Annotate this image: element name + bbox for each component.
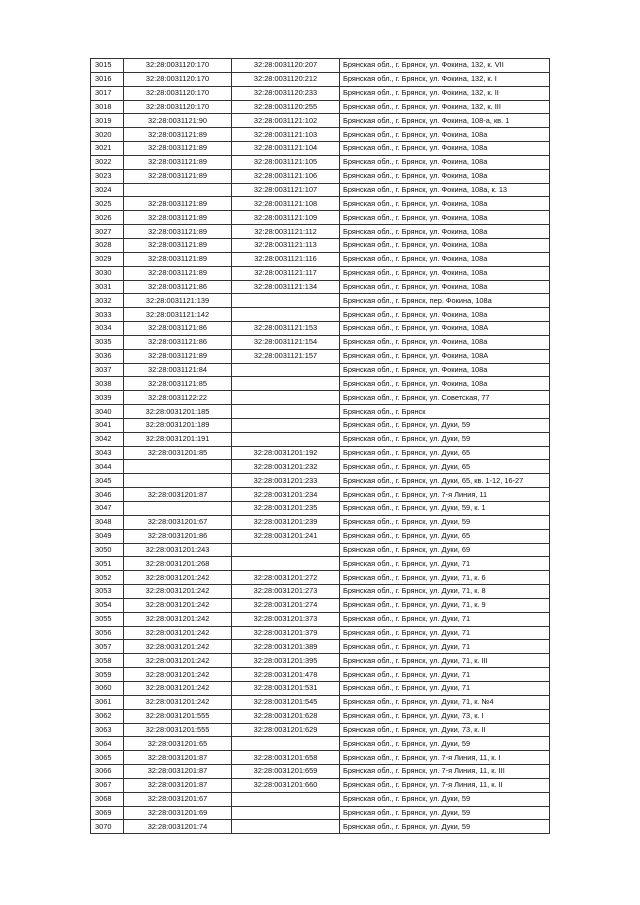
- parent-cadastral-number-cell: 32:28:0031201:65: [124, 737, 232, 751]
- cadastral-number-cell: 32:28:0031120:207: [232, 59, 340, 73]
- parent-cadastral-number-cell: 32:28:0031201:87: [124, 751, 232, 765]
- table-row: [91, 59, 550, 73]
- address-cell: Брянская обл., г. Брянск, ул. Дуки, 59: [340, 820, 550, 834]
- cadastral-number-cell: [232, 806, 340, 820]
- address-cell: Брянская обл., г. Брянск, ул. 7-я Линия, 11, к. I: [340, 751, 550, 765]
- table-row: [91, 308, 550, 322]
- cadastral-number-cell: [232, 432, 340, 446]
- parent-cadastral-number-cell: 32:28:0031201:189: [124, 418, 232, 432]
- row-number-cell: 3018: [91, 100, 124, 114]
- cadastral-number-cell: 32:28:0031121:109: [232, 211, 340, 225]
- row-number-cell: 3034: [91, 322, 124, 336]
- cadastral-number-cell: 32:28:0031121:153: [232, 322, 340, 336]
- address-cell: Брянская обл., г. Брянск, ул. Дуки, 71, к. №4: [340, 695, 550, 709]
- parent-cadastral-number-cell: 32:28:0031121:86: [124, 335, 232, 349]
- row-number-cell: 3043: [91, 446, 124, 460]
- row-number-cell: 3049: [91, 529, 124, 543]
- row-number-cell: 3029: [91, 252, 124, 266]
- cadastral-number-cell: [232, 418, 340, 432]
- address-cell: Брянская обл., г. Брянск, ул. Фокина, 108а: [340, 308, 550, 322]
- cadastral-number-cell: 32:28:0031201:235: [232, 502, 340, 516]
- cadastral-number-cell: 32:28:0031201:272: [232, 571, 340, 585]
- cadastral-number-cell: [232, 543, 340, 557]
- parent-cadastral-number-cell: 32:28:0031201:85: [124, 446, 232, 460]
- parent-cadastral-number-cell: 32:28:0031121:142: [124, 308, 232, 322]
- table-row: [91, 709, 550, 723]
- row-number-cell: 3047: [91, 502, 124, 516]
- address-cell: Брянская обл., г. Брянск, ул. Дуки, 71: [340, 612, 550, 626]
- cadastral-number-cell: 32:28:0031201:628: [232, 709, 340, 723]
- address-cell: Брянская обл., г. Брянск, ул. Дуки, 59: [340, 806, 550, 820]
- cadastral-number-cell: 32:28:0031120:255: [232, 100, 340, 114]
- address-cell: Брянская обл., г. Брянск, ул. Дуки, 59: [340, 418, 550, 432]
- row-number-cell: 3067: [91, 778, 124, 792]
- row-number-cell: 3025: [91, 197, 124, 211]
- cadastral-number-cell: 32:28:0031121:107: [232, 183, 340, 197]
- row-number-cell: 3039: [91, 391, 124, 405]
- address-cell: Брянская обл., г. Брянск, ул. Дуки, 59: [340, 792, 550, 806]
- cadastral-number-cell: 32:28:0031201:239: [232, 515, 340, 529]
- address-cell: Брянская обл., г. Брянск, ул. Дуки, 59: [340, 432, 550, 446]
- row-number-cell: 3063: [91, 723, 124, 737]
- cadastral-number-cell: 32:28:0031121:134: [232, 280, 340, 294]
- parent-cadastral-number-cell: 32:28:0031121:89: [124, 128, 232, 142]
- table-row: [91, 488, 550, 502]
- table-row: [91, 169, 550, 183]
- cadastral-number-cell: 32:28:0031201:660: [232, 778, 340, 792]
- table-row: [91, 820, 550, 834]
- address-cell: Брянская обл., г. Брянск, ул. Дуки, 65: [340, 529, 550, 543]
- row-number-cell: 3048: [91, 515, 124, 529]
- table-row: [91, 238, 550, 252]
- row-number-cell: 3054: [91, 598, 124, 612]
- row-number-cell: 3057: [91, 640, 124, 654]
- parent-cadastral-number-cell: 32:28:0031201:185: [124, 405, 232, 419]
- table-row: [91, 86, 550, 100]
- parent-cadastral-number-cell: 32:28:0031121:89: [124, 142, 232, 156]
- address-cell: Брянская обл., г. Брянск, ул. Дуки, 65: [340, 446, 550, 460]
- parent-cadastral-number-cell: 32:28:0031201:242: [124, 640, 232, 654]
- parent-cadastral-number-cell: 32:28:0031120:170: [124, 72, 232, 86]
- table-row: [91, 765, 550, 779]
- address-cell: Брянская обл., г. Брянск, ул. 7-я Линия, 11, к. II: [340, 778, 550, 792]
- cadastral-number-cell: 32:28:0031121:116: [232, 252, 340, 266]
- table-row: [91, 640, 550, 654]
- parent-cadastral-number-cell: 32:28:0031201:67: [124, 515, 232, 529]
- address-cell: Брянская обл., г. Брянск, ул. Фокина, 108а: [340, 335, 550, 349]
- address-cell: Брянская обл., г. Брянск, ул. Фокина, 108а: [340, 155, 550, 169]
- cadastral-number-cell: 32:28:0031121:102: [232, 114, 340, 128]
- parent-cadastral-number-cell: 32:28:0031201:191: [124, 432, 232, 446]
- parent-cadastral-number-cell: 32:28:0031121:89: [124, 238, 232, 252]
- row-number-cell: 3052: [91, 571, 124, 585]
- parent-cadastral-number-cell: 32:28:0031121:89: [124, 225, 232, 239]
- row-number-cell: 3041: [91, 418, 124, 432]
- parent-cadastral-number-cell: 32:28:0031121:89: [124, 349, 232, 363]
- address-cell: Брянская обл., г. Брянск, ул. Фокина, 108а: [340, 197, 550, 211]
- row-number-cell: 3024: [91, 183, 124, 197]
- parent-cadastral-number-cell: 32:28:0031121:89: [124, 252, 232, 266]
- address-cell: Брянская обл., г. Брянск, ул. Дуки, 65: [340, 460, 550, 474]
- row-number-cell: 3028: [91, 238, 124, 252]
- parent-cadastral-number-cell: 32:28:0031201:242: [124, 626, 232, 640]
- table-row: [91, 349, 550, 363]
- parent-cadastral-number-cell: 32:28:0031201:87: [124, 778, 232, 792]
- parent-cadastral-number-cell: 32:28:0031121:89: [124, 155, 232, 169]
- cadastral-number-cell: 32:28:0031201:234: [232, 488, 340, 502]
- address-cell: Брянская обл., г. Брянск, ул. Фокина, 108а: [340, 128, 550, 142]
- address-cell: Брянская обл., г. Брянск, ул. Дуки, 59: [340, 515, 550, 529]
- row-number-cell: 3036: [91, 349, 124, 363]
- address-cell: Брянская обл., г. Брянск, ул. Дуки, 65, кв. 1-12, 16-27: [340, 474, 550, 488]
- row-number-cell: 3017: [91, 86, 124, 100]
- table-row: [91, 280, 550, 294]
- cadastral-number-cell: [232, 308, 340, 322]
- table-row: [91, 183, 550, 197]
- table-row: [91, 114, 550, 128]
- cadastral-number-cell: 32:28:0031201:241: [232, 529, 340, 543]
- parent-cadastral-number-cell: 32:28:0031201:74: [124, 820, 232, 834]
- row-number-cell: 3027: [91, 225, 124, 239]
- row-number-cell: 3033: [91, 308, 124, 322]
- row-number-cell: 3042: [91, 432, 124, 446]
- row-number-cell: 3016: [91, 72, 124, 86]
- row-number-cell: 3040: [91, 405, 124, 419]
- cadastral-number-cell: 32:28:0031201:233: [232, 474, 340, 488]
- row-number-cell: 3050: [91, 543, 124, 557]
- table-row: [91, 571, 550, 585]
- cadastral-number-cell: 32:28:0031201:658: [232, 751, 340, 765]
- parent-cadastral-number-cell: 32:28:0031121:85: [124, 377, 232, 391]
- address-cell: Брянская обл., г. Брянск, ул. Фокина, 132, к. II: [340, 86, 550, 100]
- cadastral-number-cell: [232, 294, 340, 308]
- table-row: [91, 515, 550, 529]
- address-cell: Брянская обл., г. Брянск, ул. Фокина, 132, к. VII: [340, 59, 550, 73]
- cadastral-number-cell: [232, 363, 340, 377]
- cadastral-number-cell: 32:28:0031201:531: [232, 681, 340, 695]
- row-number-cell: 3038: [91, 377, 124, 391]
- cadastral-number-cell: 32:28:0031121:106: [232, 169, 340, 183]
- cadastral-number-cell: 32:28:0031121:105: [232, 155, 340, 169]
- cadastral-number-cell: 32:28:0031201:659: [232, 765, 340, 779]
- table-row: [91, 294, 550, 308]
- parent-cadastral-number-cell: 32:28:0031201:87: [124, 765, 232, 779]
- table-row: [91, 806, 550, 820]
- address-cell: Брянская обл., г. Брянск, ул. Дуки, 71, к. 8: [340, 585, 550, 599]
- address-cell: Брянская обл., г. Брянск, ул. Дуки, 71, к. 9: [340, 598, 550, 612]
- address-cell: Брянская обл., г. Брянск, ул. Дуки, 71, к. III: [340, 654, 550, 668]
- address-cell: Брянская обл., г. Брянск, ул. 7-я Линия, 11: [340, 488, 550, 502]
- row-number-cell: 3022: [91, 155, 124, 169]
- cadastral-number-cell: 32:28:0031201:389: [232, 640, 340, 654]
- table-row: [91, 155, 550, 169]
- table-row: [91, 322, 550, 336]
- address-cell: Брянская обл., г. Брянск, ул. Дуки, 59, к. 1: [340, 502, 550, 516]
- table-row: [91, 266, 550, 280]
- table-row: [91, 391, 550, 405]
- parent-cadastral-number-cell: 32:28:0031201:555: [124, 723, 232, 737]
- row-number-cell: 3060: [91, 681, 124, 695]
- row-number-cell: 3045: [91, 474, 124, 488]
- parent-cadastral-number-cell: 32:28:0031121:86: [124, 322, 232, 336]
- row-number-cell: 3070: [91, 820, 124, 834]
- parent-cadastral-number-cell: 32:28:0031121:139: [124, 294, 232, 308]
- cadastral-number-cell: 32:28:0031121:117: [232, 266, 340, 280]
- table-row: [91, 792, 550, 806]
- address-cell: Брянская обл., г. Брянск, пер. Фокина, 108а: [340, 294, 550, 308]
- parent-cadastral-number-cell: 32:28:0031201:242: [124, 668, 232, 682]
- parent-cadastral-number-cell: 32:28:0031121:89: [124, 211, 232, 225]
- cadastral-number-cell: 32:28:0031201:545: [232, 695, 340, 709]
- row-number-cell: 3056: [91, 626, 124, 640]
- address-cell: Брянская обл., г. Брянск, ул. Фокина, 108а: [340, 252, 550, 266]
- table-row: [91, 654, 550, 668]
- address-cell: Брянская обл., г. Брянск, ул. Фокина, 108А: [340, 322, 550, 336]
- parent-cadastral-number-cell: 32:28:0031121:86: [124, 280, 232, 294]
- parent-cadastral-number-cell: 32:28:0031121:89: [124, 197, 232, 211]
- cadastral-number-cell: [232, 737, 340, 751]
- address-cell: Брянская обл., г. Брянск, ул. Фокина, 108а: [340, 280, 550, 294]
- cadastral-number-cell: 32:28:0031201:379: [232, 626, 340, 640]
- table-row: [91, 612, 550, 626]
- table-row: [91, 460, 550, 474]
- cadastral-number-cell: 32:28:0031120:233: [232, 86, 340, 100]
- table-row: [91, 142, 550, 156]
- parent-cadastral-number-cell: 32:28:0031121:90: [124, 114, 232, 128]
- row-number-cell: 3051: [91, 557, 124, 571]
- row-number-cell: 3061: [91, 695, 124, 709]
- cadastral-table: [90, 58, 550, 834]
- table-body: [91, 59, 550, 834]
- table-row: [91, 252, 550, 266]
- table-row: [91, 363, 550, 377]
- table-row: [91, 335, 550, 349]
- table-row: [91, 211, 550, 225]
- row-number-cell: 3032: [91, 294, 124, 308]
- address-cell: Брянская обл., г. Брянск, ул. Дуки, 71: [340, 557, 550, 571]
- cadastral-number-cell: 32:28:0031121:157: [232, 349, 340, 363]
- table-row: [91, 225, 550, 239]
- table-row: [91, 474, 550, 488]
- table-row: [91, 737, 550, 751]
- address-cell: Брянская обл., г. Брянск, ул. Фокина, 108а: [340, 377, 550, 391]
- address-cell: Брянская обл., г. Брянск, ул. Дуки, 73, к. II: [340, 723, 550, 737]
- parent-cadastral-number-cell: 32:28:0031121:89: [124, 169, 232, 183]
- table-row: [91, 405, 550, 419]
- table-row: [91, 432, 550, 446]
- row-number-cell: 3031: [91, 280, 124, 294]
- table-row: [91, 626, 550, 640]
- address-cell: Брянская обл., г. Брянск: [340, 405, 550, 419]
- cadastral-number-cell: 32:28:0031201:373: [232, 612, 340, 626]
- table-row: [91, 529, 550, 543]
- address-cell: Брянская обл., г. Брянск, ул. Фокина, 108а: [340, 266, 550, 280]
- table-row: [91, 681, 550, 695]
- address-cell: Брянская обл., г. Брянск, ул. Фокина, 108А: [340, 349, 550, 363]
- cadastral-number-cell: 32:28:0031201:478: [232, 668, 340, 682]
- parent-cadastral-number-cell: [124, 474, 232, 488]
- row-number-cell: 3062: [91, 709, 124, 723]
- table-row: [91, 723, 550, 737]
- table-row: [91, 778, 550, 792]
- parent-cadastral-number-cell: 32:28:0031121:89: [124, 266, 232, 280]
- cadastral-number-cell: 32:28:0031121:104: [232, 142, 340, 156]
- cadastral-number-cell: 32:28:0031201:395: [232, 654, 340, 668]
- row-number-cell: 3026: [91, 211, 124, 225]
- parent-cadastral-number-cell: 32:28:0031120:170: [124, 86, 232, 100]
- cadastral-number-cell: 32:28:0031121:108: [232, 197, 340, 211]
- cadastral-number-cell: 32:28:0031201:274: [232, 598, 340, 612]
- parent-cadastral-number-cell: [124, 460, 232, 474]
- parent-cadastral-number-cell: [124, 502, 232, 516]
- cadastral-number-cell: [232, 405, 340, 419]
- address-cell: Брянская обл., г. Брянск, ул. Фокина, 108а: [340, 142, 550, 156]
- table-row: [91, 502, 550, 516]
- table-row: [91, 100, 550, 114]
- cadastral-number-cell: 32:28:0031201:629: [232, 723, 340, 737]
- row-number-cell: 3020: [91, 128, 124, 142]
- address-cell: Брянская обл., г. Брянск, ул. Дуки, 71: [340, 626, 550, 640]
- parent-cadastral-number-cell: 32:28:0031201:242: [124, 695, 232, 709]
- row-number-cell: 3069: [91, 806, 124, 820]
- table-row: [91, 751, 550, 765]
- cadastral-number-cell: 32:28:0031121:113: [232, 238, 340, 252]
- table-row: [91, 598, 550, 612]
- cadastral-number-cell: [232, 391, 340, 405]
- row-number-cell: 3044: [91, 460, 124, 474]
- address-cell: Брянская обл., г. Брянск, ул. Дуки, 69: [340, 543, 550, 557]
- row-number-cell: 3030: [91, 266, 124, 280]
- cadastral-number-cell: 32:28:0031120:212: [232, 72, 340, 86]
- row-number-cell: 3015: [91, 59, 124, 73]
- cadastral-number-cell: [232, 557, 340, 571]
- parent-cadastral-number-cell: 32:28:0031201:268: [124, 557, 232, 571]
- address-cell: Брянская обл., г. Брянск, ул. Фокина, 108а, к. 13: [340, 183, 550, 197]
- row-number-cell: 3065: [91, 751, 124, 765]
- table-row: [91, 72, 550, 86]
- table-row: [91, 418, 550, 432]
- parent-cadastral-number-cell: 32:28:0031201:87: [124, 488, 232, 502]
- parent-cadastral-number-cell: 32:28:0031201:242: [124, 598, 232, 612]
- cadastral-number-cell: 32:28:0031121:103: [232, 128, 340, 142]
- table-row: [91, 585, 550, 599]
- parent-cadastral-number-cell: 32:28:0031201:243: [124, 543, 232, 557]
- row-number-cell: 3064: [91, 737, 124, 751]
- parent-cadastral-number-cell: 32:28:0031201:242: [124, 681, 232, 695]
- parent-cadastral-number-cell: 32:28:0031201:242: [124, 585, 232, 599]
- address-cell: Брянская обл., г. Брянск, ул. Фокина, 132, к. I: [340, 72, 550, 86]
- address-cell: Брянская обл., г. Брянск, ул. Фокина, 108а: [340, 225, 550, 239]
- cadastral-number-cell: 32:28:0031121:154: [232, 335, 340, 349]
- address-cell: Брянская обл., г. Брянск, ул. Советская, 77: [340, 391, 550, 405]
- cadastral-number-cell: [232, 377, 340, 391]
- row-number-cell: 3037: [91, 363, 124, 377]
- row-number-cell: 3021: [91, 142, 124, 156]
- parent-cadastral-number-cell: 32:28:0031121:84: [124, 363, 232, 377]
- parent-cadastral-number-cell: 32:28:0031201:67: [124, 792, 232, 806]
- address-cell: Брянская обл., г. Брянск, ул. Фокина, 132, к. III: [340, 100, 550, 114]
- cadastral-number-cell: 32:28:0031201:232: [232, 460, 340, 474]
- cadastral-number-cell: [232, 792, 340, 806]
- address-cell: Брянская обл., г. Брянск, ул. Фокина, 108-а, кв. 1: [340, 114, 550, 128]
- address-cell: Брянская обл., г. Брянск, ул. Дуки, 73, к. I: [340, 709, 550, 723]
- address-cell: Брянская обл., г. Брянск, ул. Дуки, 71: [340, 668, 550, 682]
- table-row: [91, 446, 550, 460]
- cadastral-number-cell: 32:28:0031201:273: [232, 585, 340, 599]
- table-row: [91, 557, 550, 571]
- address-cell: Брянская обл., г. Брянск, ул. Дуки, 59: [340, 737, 550, 751]
- address-cell: Брянская обл., г. Брянск, ул. Дуки, 71: [340, 681, 550, 695]
- parent-cadastral-number-cell: 32:28:0031201:242: [124, 571, 232, 585]
- table-row: [91, 197, 550, 211]
- row-number-cell: 3046: [91, 488, 124, 502]
- parent-cadastral-number-cell: 32:28:0031201:555: [124, 709, 232, 723]
- parent-cadastral-number-cell: 32:28:0031201:242: [124, 612, 232, 626]
- row-number-cell: 3066: [91, 765, 124, 779]
- row-number-cell: 3023: [91, 169, 124, 183]
- cadastral-number-cell: [232, 820, 340, 834]
- row-number-cell: 3059: [91, 668, 124, 682]
- parent-cadastral-number-cell: 32:28:0031120:170: [124, 59, 232, 73]
- cadastral-number-cell: 32:28:0031201:192: [232, 446, 340, 460]
- address-cell: Брянская обл., г. Брянск, ул. 7-я Линия, 11, к. III: [340, 765, 550, 779]
- address-cell: Брянская обл., г. Брянск, ул. Фокина, 108а: [340, 211, 550, 225]
- table-row: [91, 695, 550, 709]
- parent-cadastral-number-cell: 32:28:0031120:170: [124, 100, 232, 114]
- table-row: [91, 543, 550, 557]
- parent-cadastral-number-cell: 32:28:0031201:86: [124, 529, 232, 543]
- row-number-cell: 3058: [91, 654, 124, 668]
- row-number-cell: 3019: [91, 114, 124, 128]
- parent-cadastral-number-cell: 32:28:0031122:22: [124, 391, 232, 405]
- row-number-cell: 3068: [91, 792, 124, 806]
- table-row: [91, 377, 550, 391]
- cadastral-number-cell: 32:28:0031121:112: [232, 225, 340, 239]
- table-row: [91, 668, 550, 682]
- address-cell: Брянская обл., г. Брянск, ул. Дуки, 71, к. 6: [340, 571, 550, 585]
- parent-cadastral-number-cell: 32:28:0031201:69: [124, 806, 232, 820]
- address-cell: Брянская обл., г. Брянск, ул. Фокина, 108а: [340, 169, 550, 183]
- row-number-cell: 3035: [91, 335, 124, 349]
- row-number-cell: 3055: [91, 612, 124, 626]
- address-cell: Брянская обл., г. Брянск, ул. Фокина, 108а: [340, 363, 550, 377]
- address-cell: Брянская обл., г. Брянск, ул. Дуки, 71: [340, 640, 550, 654]
- address-cell: Брянская обл., г. Брянск, ул. Фокина, 108а: [340, 238, 550, 252]
- table-row: [91, 128, 550, 142]
- parent-cadastral-number-cell: 32:28:0031201:242: [124, 654, 232, 668]
- row-number-cell: 3053: [91, 585, 124, 599]
- parent-cadastral-number-cell: [124, 183, 232, 197]
